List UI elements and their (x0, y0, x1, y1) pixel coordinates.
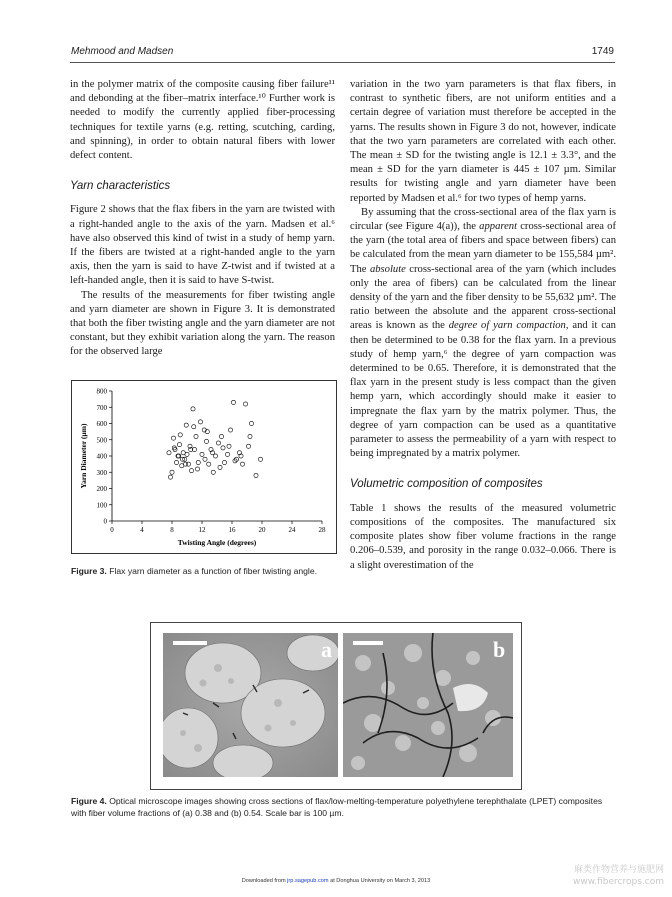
panel-a-label: a (321, 637, 332, 662)
download-footer (0, 878, 672, 884)
x-tick-label: 0 (110, 526, 114, 534)
right-paragraph-2 (350, 206, 616, 462)
x-tick-label: 12 (198, 526, 206, 534)
y-tick-label: 100 (96, 501, 107, 510)
data-point (191, 407, 195, 411)
figure-4 (150, 622, 522, 790)
data-point (196, 460, 200, 464)
x-tick-label: 24 (288, 526, 296, 534)
micrograph-a (163, 633, 338, 777)
p2-text-b: cross-sectional area of the yarn (the total area of fibers and space between fibers) can be calculated from the mean yarn diameter to be 155,584 µm². The (350, 221, 616, 275)
footer-link[interactable]: jrp.sagepub.com (287, 878, 329, 884)
y-tick-label: 0 (103, 517, 107, 526)
data-point (204, 439, 208, 443)
data-point (203, 457, 207, 461)
y-tick-label: 700 (96, 403, 107, 412)
y-tick-label: 200 (96, 485, 107, 493)
section-heading-yarn: Yarn characteristics (70, 180, 171, 193)
figure-3-caption (71, 566, 333, 578)
micrograph-a-image (163, 633, 338, 777)
right-paragraph-1: variation in the two yarn parameters is that flax fibers, in contrast to synthetic fibers, are not uniform entities and a certain degree of variation must therefore be accepted in the yarns. The results shown in Figure 3 do not, however, indicate that the two yarn parameters are correlated with each other. The mean ± SD for the twisting angle is 12.1 ± 3.3°, and the mean ± SD for the yarn diameter is 445 ± 107 µm. Similar results for twisting angle and yarn diameter have been reported by Madsen et al.⁶ for two types of hemp yarns. (350, 79, 616, 204)
data-point (167, 451, 171, 455)
y-axis-label: Yarn Diameter (µm) (79, 423, 88, 489)
p2-text-d: , and it can then be determined to be 0.38 for the flax yarn. In a previous study of hemp yarn,⁶ the degree of yarn compaction was determined to be 0.65. Therefore, it is demonstrated that the flax yarn in the present study is less compact than the given hemp yarn, which accordingly should make it easier to impregnate the flax yarn by the matrix polymer. Thus, the degree of yarn compaction can be used as a quantitative parameter to assess the permeability of a yarn with respect to being impregnated by a matrix polymer. (350, 320, 616, 460)
figure-4-caption (71, 796, 616, 819)
x-tick-label: 20 (258, 526, 266, 534)
left-column (70, 78, 335, 360)
micrograph-b-image (343, 633, 513, 777)
header-rule (70, 62, 615, 63)
data-point (207, 462, 211, 466)
left-paragraph-2: Figure 2 shows that the flax fibers in the yarn are twisted with a right-handed angle to the axis of the yarn. Madsen et al.⁶ have also observed this kind of twist in a study of hemp yarn. If the fibers are twisted at a right-handed angle to the yarn axis, then the yarn is said to have Z-twist and if twisted at a left-handed angle, then it is said to have S-twist. (70, 204, 335, 287)
figure-3 (71, 380, 337, 554)
data-point (189, 469, 193, 473)
footer-post: at Donghua University on March 3, 2013 (328, 878, 431, 884)
data-point (258, 457, 262, 461)
figure-4-caption-text: Optical microscope images showing cross sections of flax/low-melting-temperature polyethylene terephthalate (LPET) composites with fiber volume fractions of (a) 0.38 and (b) 0.54. Scale bar is 100 µm. (71, 796, 603, 818)
right-column (350, 78, 616, 573)
data-point (183, 462, 187, 466)
panel-b-label: b (493, 637, 506, 662)
watermark-line-1: 麻类作物营养与施肥网 (573, 865, 664, 875)
data-point (249, 421, 253, 425)
data-point (174, 460, 178, 464)
data-point (219, 434, 223, 438)
data-point (227, 444, 231, 448)
data-point (216, 441, 220, 445)
data-point (254, 473, 258, 477)
figure-3-caption-text: Flax yarn diameter as a function of fiber twisting angle. (106, 566, 318, 576)
watermark-line-2: www.fibercrops.com (573, 877, 664, 887)
y-tick-label: 300 (96, 468, 107, 477)
data-point (185, 452, 189, 456)
data-point (248, 434, 252, 438)
left-paragraph-1: in the polymer matrix of the composite causing fiber failure¹¹ and debonding at the fiber–matrix interface.¹⁰ Further work is needed to modify the currently applied fiber-processing techniques for textile yarns (e.g. retting, scutching, carding, and spinning), in order to obtain natural fibers with lower defect content. (70, 79, 335, 162)
p2-absolute: absolute (369, 263, 406, 275)
x-tick-label: 28 (318, 526, 326, 534)
data-point (225, 452, 229, 456)
x-tick-label: 16 (228, 526, 236, 534)
y-tick-label: 800 (96, 387, 107, 396)
p2-text-c: cross-sectional area of the yarn (which includes only the area of fibers) can be calculated from the linear density of the yarn and the fiber density to be 55,632 µm². The ratio between the absolute and the apparent cross-sectional areas is known as the (350, 263, 616, 332)
data-point (171, 436, 175, 440)
data-point (221, 446, 225, 450)
data-point (211, 470, 215, 474)
x-tick-label: 4 (140, 526, 144, 534)
watermark (573, 864, 664, 888)
data-point (168, 475, 172, 479)
micrograph-b (343, 633, 513, 777)
y-tick-label: 400 (96, 452, 107, 461)
data-point (218, 465, 222, 469)
data-point (184, 423, 188, 427)
data-point (222, 460, 226, 464)
x-axis-label: Twisting Angle (degrees) (177, 538, 257, 547)
section-heading-volumetric: Volumetric composition of composites (350, 478, 543, 491)
page-number: 1749 (591, 46, 614, 57)
data-point (177, 443, 181, 447)
data-point (243, 402, 247, 406)
footer-pre: Downloaded from (241, 878, 288, 884)
data-point (228, 428, 232, 432)
data-point (178, 433, 182, 437)
data-point (195, 467, 199, 471)
data-point (198, 420, 202, 424)
data-point (200, 452, 204, 456)
running-header-authors: Mehmood and Madsen (71, 46, 174, 57)
right-paragraph-3: Table 1 shows the results of the measured volumetric compositions of the composites. The manufactured six composite plates show fiber volume fractions in the range 0.206–0.539, and porosity in the range 0.032–0.066. There is a slight overestimation of the (350, 502, 616, 571)
data-point (170, 470, 174, 474)
figure-3-label: Figure 3. (71, 566, 107, 576)
data-point (194, 434, 198, 438)
left-paragraph-3: The results of the measurements for fiber twisting angle and yarn diameter are shown in Figure 3. It is demonstrated that both the fiber twisting angle and the yarn diameter are not constant, but they exhibit variation along the yarn. The reason for the observed large (70, 289, 335, 358)
scatter-chart (72, 381, 336, 553)
data-point (172, 446, 176, 450)
y-tick-label: 600 (96, 420, 107, 428)
p2-apparent: apparent (479, 221, 518, 233)
y-tick-label: 500 (96, 436, 107, 445)
x-tick-label: 8 (170, 526, 174, 534)
figure-4-label: Figure 4. (71, 796, 107, 806)
p2-degree: degree of yarn compaction (448, 320, 566, 332)
data-point (231, 400, 235, 404)
data-point (240, 462, 244, 466)
data-point (246, 444, 250, 448)
data-point (192, 425, 196, 429)
p2-text-a: By assuming that the cross-sectional area of the flax yarn is circular (see Figure 4(a)), the (350, 206, 616, 233)
